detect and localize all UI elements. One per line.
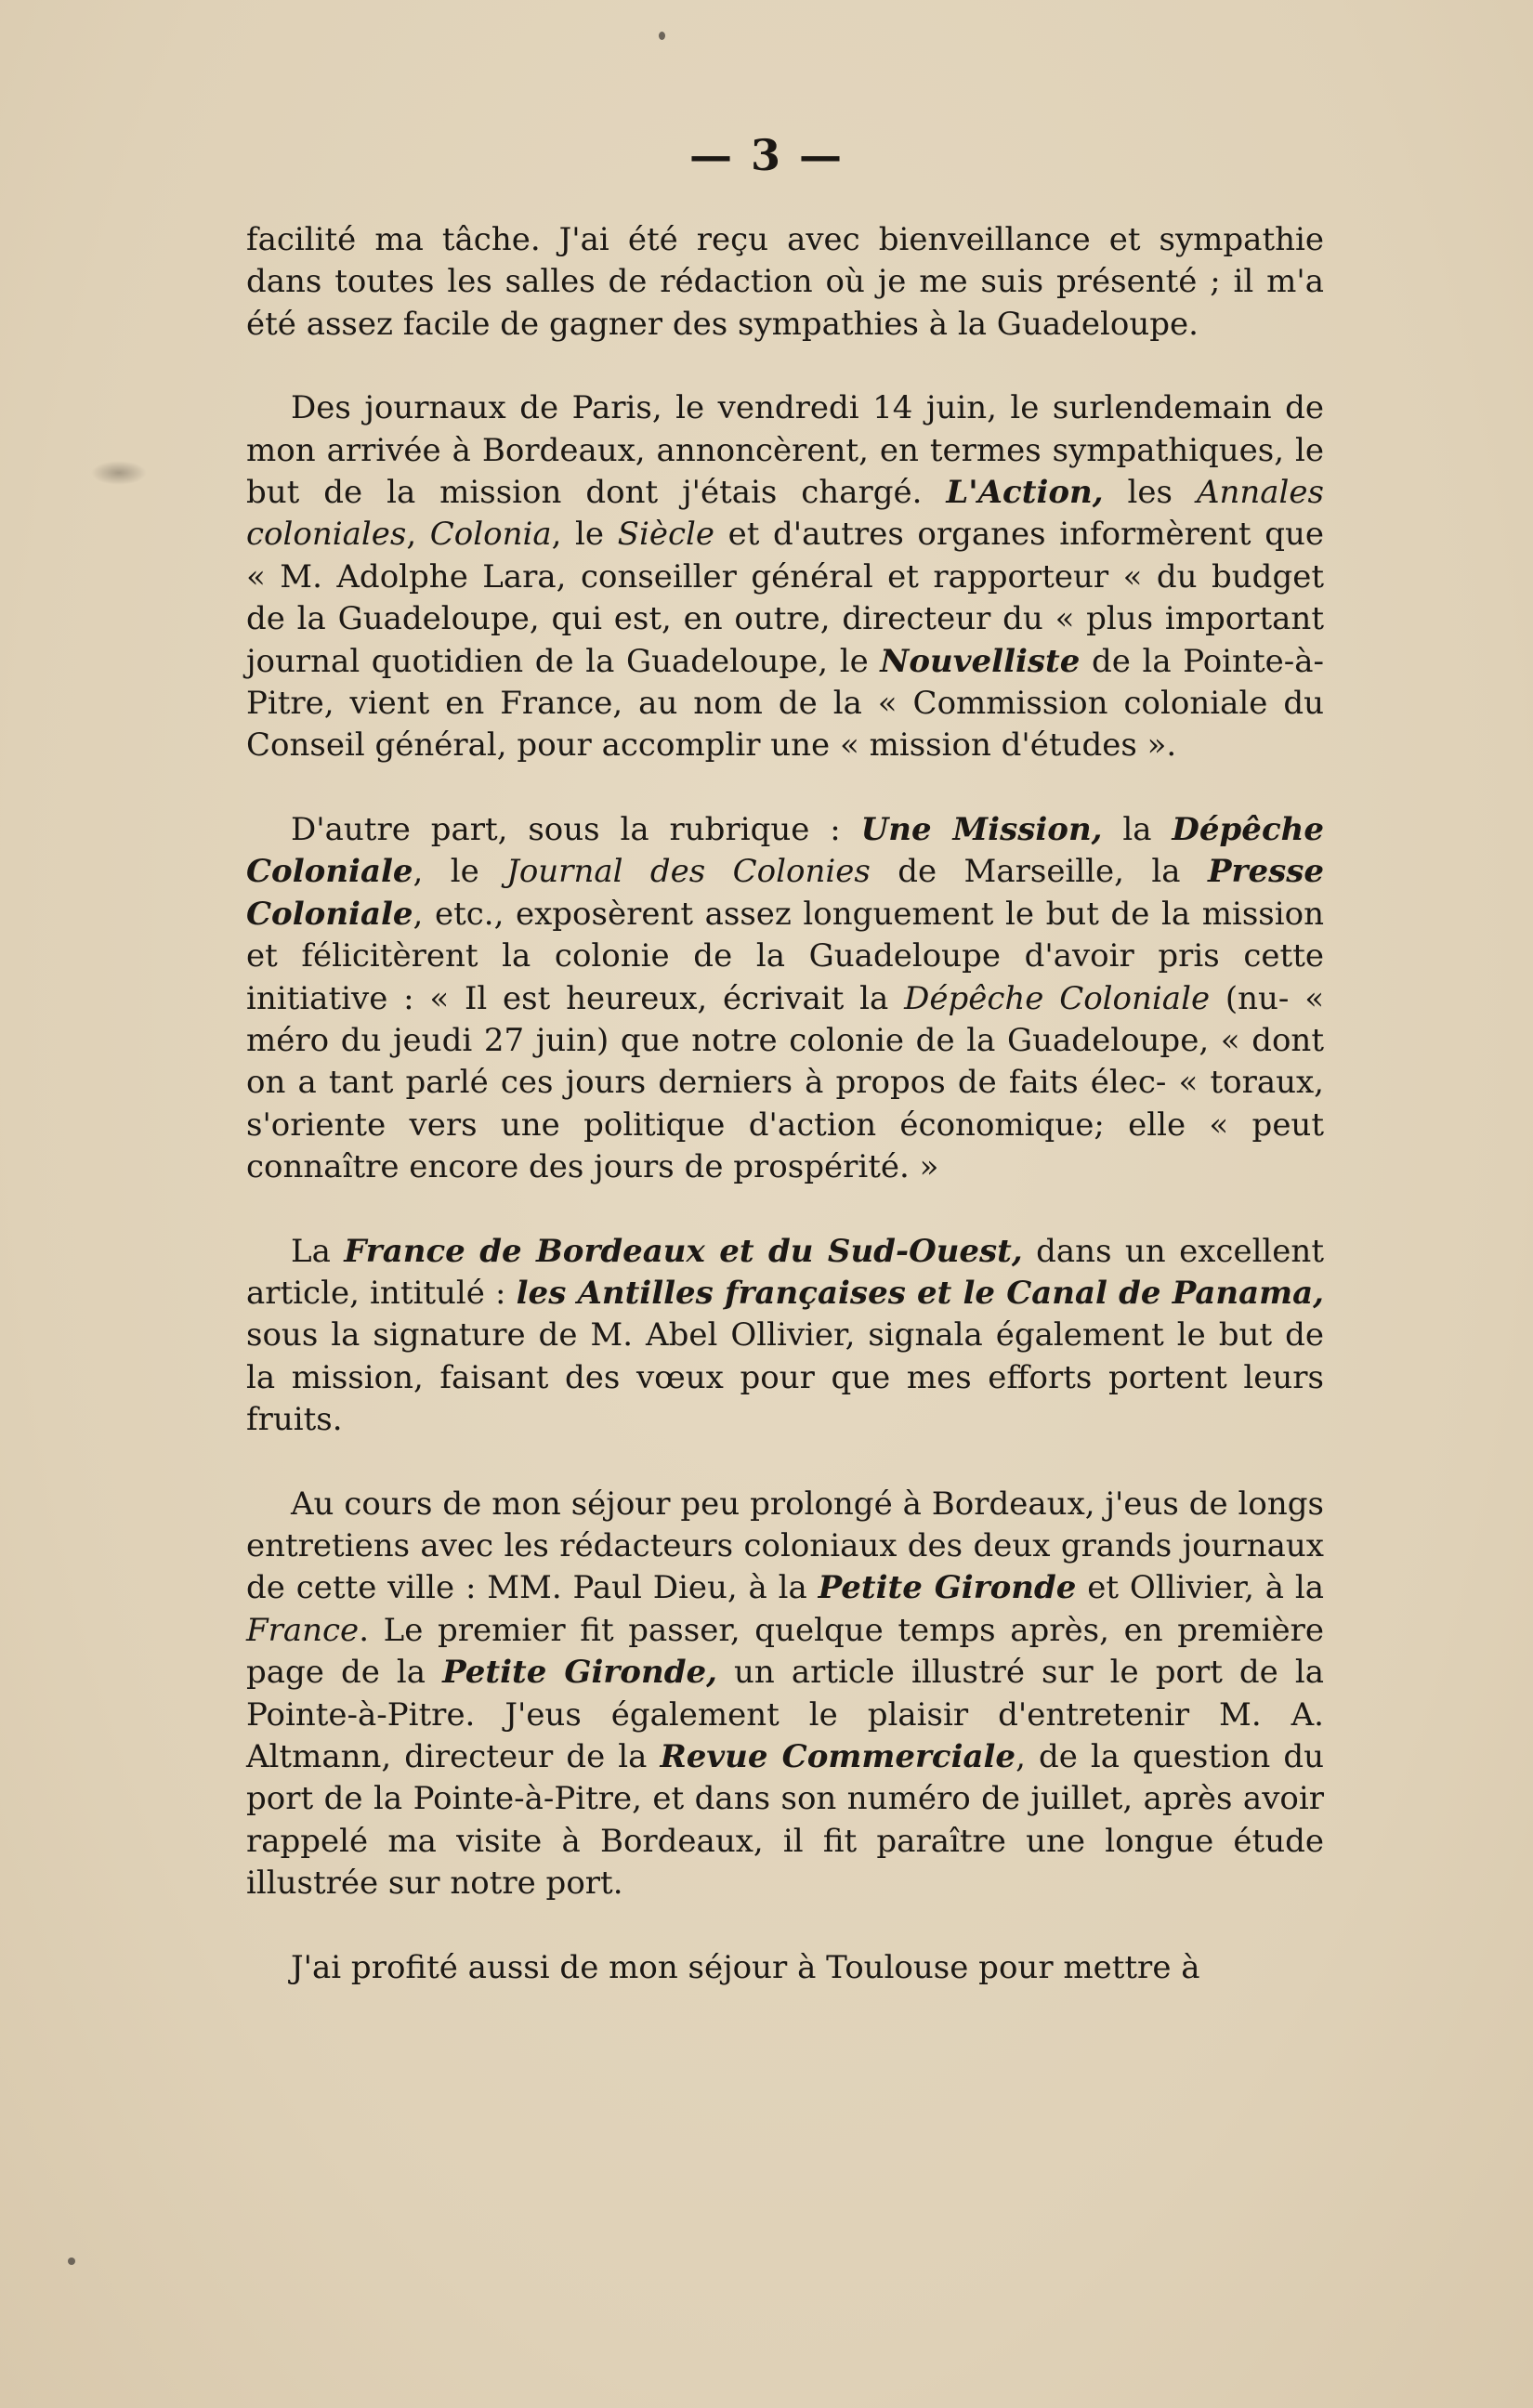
ink-speck-bottom [68, 2258, 75, 2265]
text-segment: . Le premier fit passer, quelque temps après, en première page de la [246, 1611, 1324, 1692]
publication-title: les Antilles françaises et le Canal de Panama, [516, 1274, 1324, 1312]
publication-title: Dépêche Coloniale [246, 810, 1324, 891]
text-segment: dans un excellent article, intitulé : [246, 1232, 1324, 1312]
publication-title: Une Mission, [860, 810, 1103, 848]
text-segment: sous la signature de M. Abel Ollivier, signala également le but de la mission, faisant des vœux pour que mes efforts portent leurs fruits. [246, 1316, 1324, 1439]
text-segment: La [291, 1232, 345, 1270]
text-segment: (nu- « méro du jeudi 27 juin) que notre colonie de la Guadeloupe, « dont on a tant parlé ces jours derniers à propos de faits élec- « toraux, s'oriente vers une politique d'action économique; elle « peut connaître encore des jours de prospérité. » [246, 979, 1324, 1186]
text-segment: , le [551, 516, 618, 554]
text-segment: D'autre part, sous la rubrique : [291, 810, 861, 848]
paragraph [246, 387, 1324, 767]
text-segment: , etc., exposèrent assez longuement le but de la mission et félicitèrent la colonie de la Guadeloupe d'avoir pris cette initiative : « Il est heureux, écrivait la [246, 895, 1324, 1017]
publication-title: Colonia [429, 516, 552, 554]
text-segment: J'ai profité aussi de mon séjour à Toulouse pour mettre à [291, 1948, 1200, 1986]
ink-smudge [91, 461, 147, 485]
text-segment: de la Pointe-à-Pitre, vient en France, au nom de la « Commission coloniale du Conseil général, pour accomplir une « mission d'études ». [246, 642, 1324, 765]
text-segment: , le [413, 853, 507, 891]
text-segment: de Marseille, la [870, 853, 1208, 891]
publication-title: France [246, 1611, 360, 1649]
text-segment: facilité ma tâche. J'ai été reçu avec bienveillance et sympathie dans toutes les salles de rédaction où je me suis présenté ; il m'a été assez facile de gagner des sympathies à la Guadeloupe. [246, 221, 1324, 343]
paragraph [246, 1947, 1324, 1989]
paragraph [246, 1484, 1324, 1905]
publication-title: Nouvelliste [880, 642, 1081, 680]
text-segment: Des journaux de Paris, le vendredi 14 juin, le surlendemain de mon arrivée à Bordeaux, annoncèrent, en termes sympathiques, le but de la mission dont j'étais chargé. [246, 389, 1324, 512]
paragraph [246, 219, 1324, 346]
publication-title: Revue Commerciale [660, 1738, 1016, 1775]
paragraph [246, 809, 1324, 1189]
text-segment: la [1102, 810, 1173, 848]
body-text [246, 219, 1324, 1989]
text-segment: , [406, 516, 430, 554]
text-segment: Au cours de mon séjour peu prolongé à Bordeaux, j'eus de longs entretiens avec les rédacteurs coloniaux des deux grands journaux de cette ville : MM. Paul Dieu, à la [246, 1485, 1324, 1607]
publication-title: Presse Coloniale [246, 853, 1324, 933]
text-segment: un article illustré sur le port de la Pointe-à-Pitre. J'eus également le plaisir d'entretenir M. A. Altmann, directeur de la [246, 1654, 1324, 1775]
publication-title: L'Action, [946, 474, 1104, 512]
ink-speck-top [659, 32, 665, 40]
publication-title: Petite Gironde [818, 1569, 1077, 1607]
publication-title: Annales coloniales [246, 474, 1324, 554]
page-number: — 3 — [688, 130, 845, 180]
publication-title: Dépêche Coloniale [904, 979, 1211, 1017]
publication-title: France de Bordeaux et du Sud-Ouest, [344, 1232, 1023, 1270]
publication-title: Journal des Colonies [506, 853, 871, 891]
publication-title: Siècle [617, 516, 714, 554]
text-segment: les [1103, 474, 1197, 512]
text-segment: et d'autres organes informèrent que « M. Adolphe Lara, conseiller général et rapporteur « du budget de la Guadeloupe, qui est, en outre, directeur du « plus important journal quotidien de la Guadeloupe, le [246, 516, 1324, 680]
paragraph [246, 1231, 1324, 1442]
text-segment: , de la question du port de la Pointe-à-Pitre, et dans son numéro de juillet, après avoir rappelé ma visite à Bordeaux, il fit paraître une longue étude illustrée sur notre port. [246, 1738, 1324, 1903]
text-segment: et Ollivier, à la [1076, 1569, 1324, 1607]
publication-title: Petite Gironde, [442, 1654, 717, 1692]
